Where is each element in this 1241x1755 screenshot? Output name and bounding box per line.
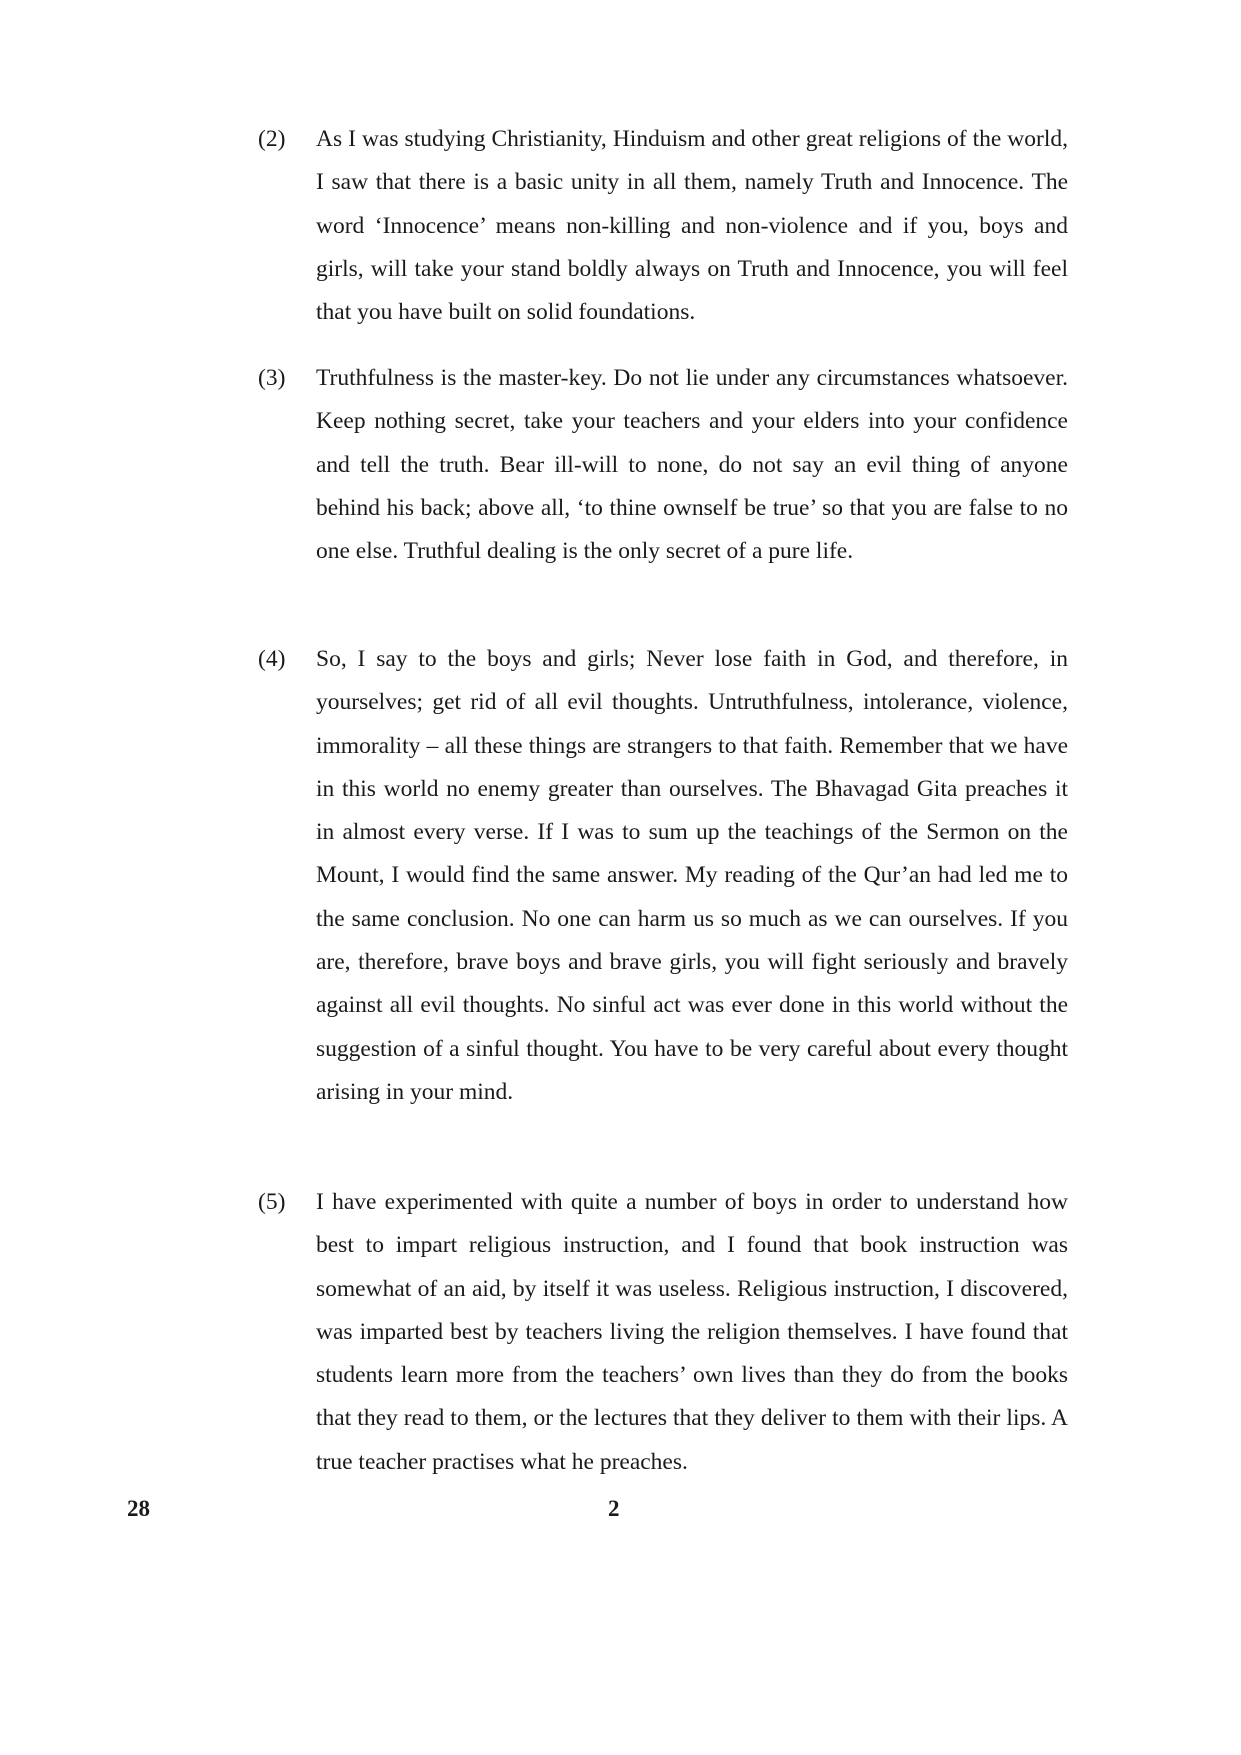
paragraph-text: So, I say to the boys and girls; Never lose faith in God, and therefore, in yourselves; get rid of all evil thoughts. Untruthfulness, intolerance, violence, immorality – all these things are strangers to that faith. Remember that we have in this world no enemy greater than ourselves. The Bhavagad Gita preaches it in almost every verse. If I was to sum up the teachings of the Sermon on the Mount, I would find the same answer. My reading of the Qur’an had led me to the same conclusion. No one can harm us so much as we can ourselves. If you are, therefore, brave boys and brave girls, you will fight seriously and bravely against all evil thoughts. No sinful act was ever done in this world without the suggestion of a sinful thought. You have to be very careful about every thought arising in your mind. [316,646,1068,1105]
paragraph-text: I have experimented with quite a number of boys in order to understand how best to impart religious instruction, and I found that book instruction was somewhat of an aid, by itself it was useless. Religious instruction, I discovered, was imparted best by teachers living the religion themselves. I have found that students learn more from the teachers’ own lives than they do from the books that they read to them, or the lectures that they deliver to them with their lips. A true teacher practises what he preaches. [316,1189,1068,1475]
paragraph-number: (4) [258,646,286,672]
paragraph-number: (3) [258,365,286,391]
footer-page-number: 2 [608,1496,620,1521]
footer-code: 28 [127,1496,150,1521]
paragraph-text: As I was studying Christianity, Hinduism and other great religions of the world, I saw that there is a basic unity in all them, namely Truth and Innocence. The word ‘Innocence’ means non-killing and non-violence and if you, boys and girls, will take your stand boldly always on Truth and Innocence, you will feel that you have built on solid foundations. [316,126,1068,326]
paragraph-text: Truthfulness is the master-key. Do not lie under any circumstances whatsoever. Keep nothing secret, take your teachers and your elders into your confidence and tell the truth. Bear ill-will to none, do not say an evil thing of anyone behind his back; above all, ‘to thine ownself be true’ so that you are false to no one else. Truthful dealing is the only secret of a pure life. [316,365,1068,565]
paragraph-number: (5) [258,1189,286,1215]
paragraph-number: (2) [258,126,286,152]
